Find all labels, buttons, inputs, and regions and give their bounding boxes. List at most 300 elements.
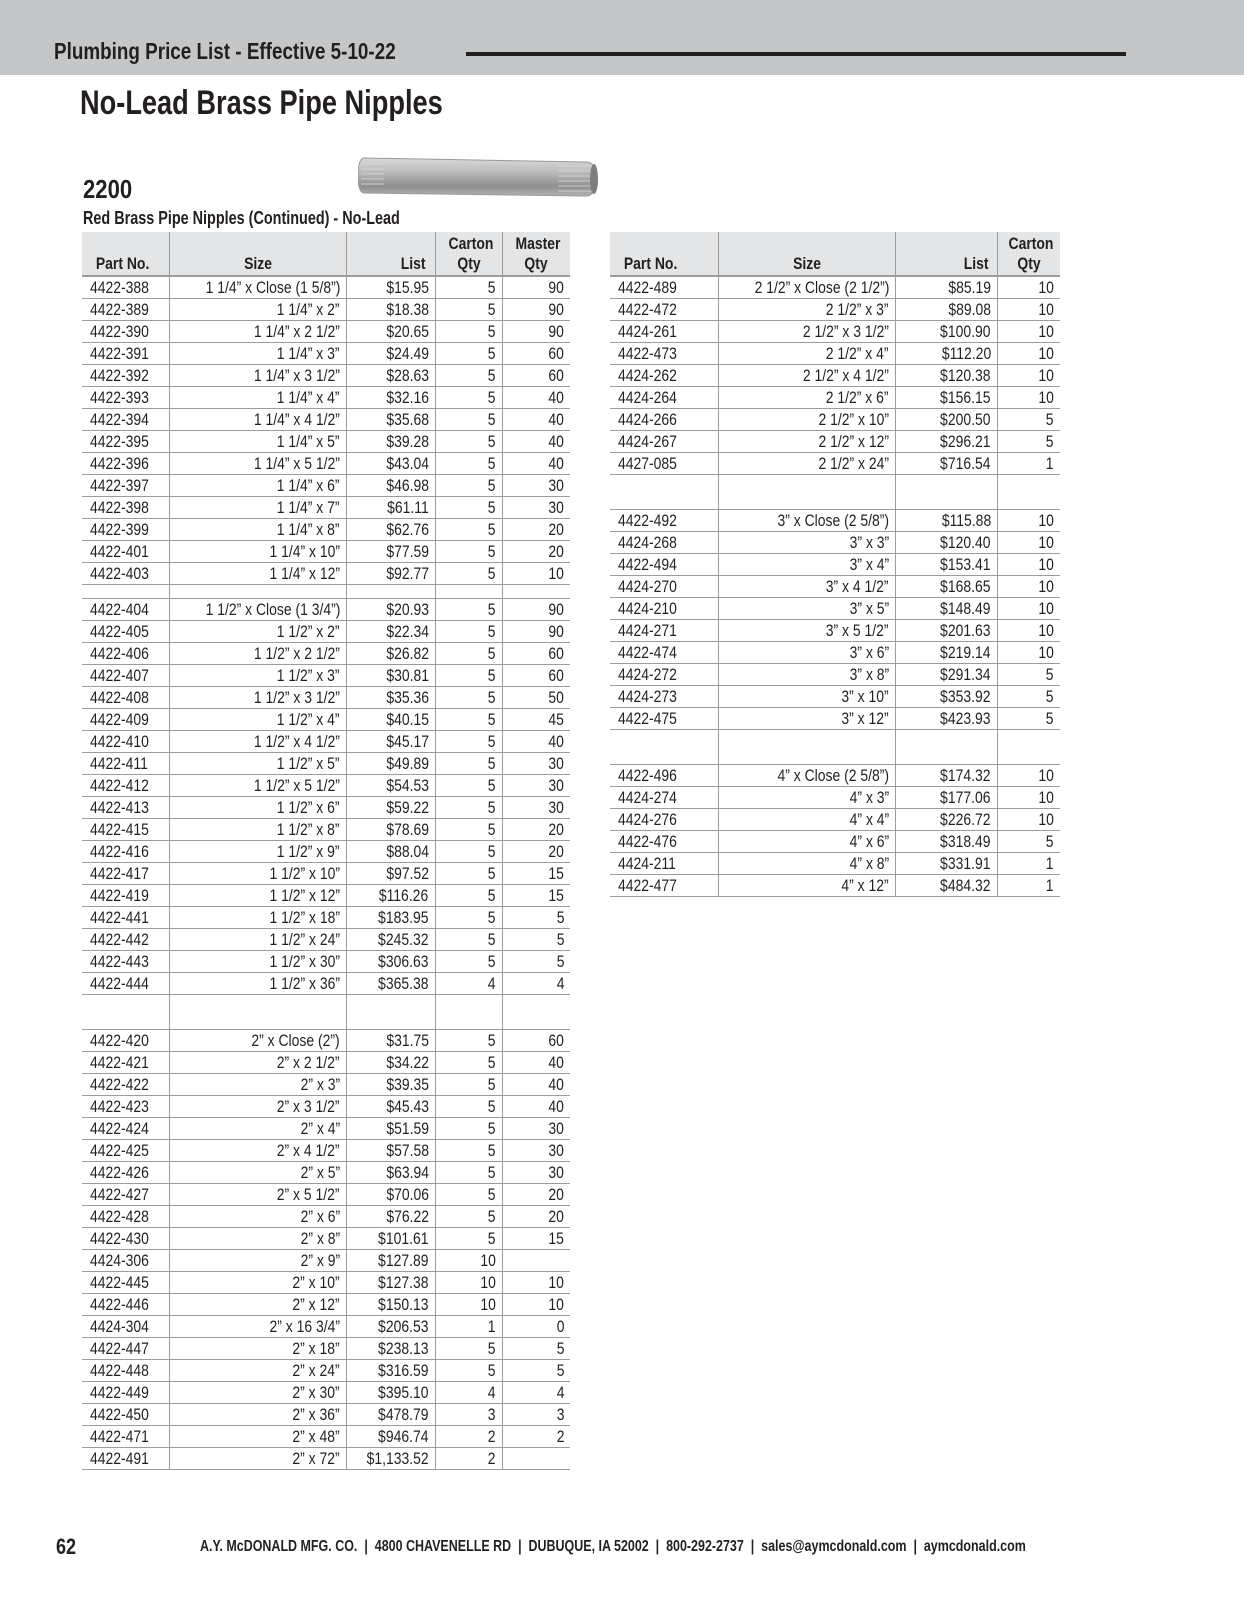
cell-size: 1 1/4” x 4”: [169, 387, 346, 409]
cell-size: 1 1/2” x 2”: [169, 621, 346, 643]
cell-list-price: $92.77: [346, 563, 435, 585]
cell-part-no: 4422-409: [82, 709, 169, 731]
cell-part-no: 4424-270: [610, 576, 718, 598]
table-row: [82, 1316, 570, 1338]
cell-part-no: 4422-489: [610, 276, 718, 299]
cell-list-price: $51.59: [346, 1118, 435, 1140]
spacer-cell: [435, 995, 502, 1030]
table-row: [610, 765, 1060, 787]
cell-size: 1 1/2” x 30”: [169, 951, 346, 973]
cell-list-price: $24.49: [346, 343, 435, 365]
cell-part-no: 4422-471: [82, 1426, 169, 1448]
cell-list-price: $148.49: [895, 598, 997, 620]
cell-carton-qty: 5: [435, 343, 502, 365]
table-row: [82, 1272, 570, 1294]
cell-part-no: 4422-413: [82, 797, 169, 819]
cell-size: 1 1/2” x Close (1 3/4”): [169, 599, 346, 621]
cell-part-no: 4422-421: [82, 1052, 169, 1074]
table-row: [82, 841, 570, 863]
cell-carton-qty: 2: [435, 1426, 502, 1448]
cell-carton-qty: 10: [997, 642, 1060, 664]
table-row: [82, 1052, 570, 1074]
cell-size: 2 1/2” x 3 1/2”: [718, 321, 895, 343]
cell-carton-qty: 5: [435, 541, 502, 563]
cell-size: 2” x 30”: [169, 1382, 346, 1404]
table-row: [610, 343, 1060, 365]
cell-master-qty: 60: [502, 343, 570, 365]
cell-list-price: $39.28: [346, 431, 435, 453]
table-row: [82, 1030, 570, 1052]
cell-list-price: $70.06: [346, 1184, 435, 1206]
cell-size: 1 1/2” x 24”: [169, 929, 346, 951]
cell-part-no: 4422-415: [82, 819, 169, 841]
cell-part-no: 4424-273: [610, 686, 718, 708]
cell-part-no: 4424-276: [610, 809, 718, 831]
cell-list-price: $291.34: [895, 664, 997, 686]
cell-part-no: 4424-210: [610, 598, 718, 620]
cell-part-no: 4422-473: [610, 343, 718, 365]
cell-carton-qty: 5: [435, 885, 502, 907]
table-row: [82, 797, 570, 819]
cell-part-no: 4422-427: [82, 1184, 169, 1206]
cell-list-price: $77.59: [346, 541, 435, 563]
cell-carton-qty: 5: [435, 475, 502, 497]
table-row: [610, 664, 1060, 686]
table-row: [82, 563, 570, 585]
table-row: [82, 907, 570, 929]
cell-list-price: $20.93: [346, 599, 435, 621]
cell-master-qty: 20: [502, 1206, 570, 1228]
table-row: [82, 599, 570, 621]
table-row: [610, 409, 1060, 431]
table-row: [82, 1250, 570, 1272]
cell-list-price: $478.79: [346, 1404, 435, 1426]
cell-part-no: 4422-417: [82, 863, 169, 885]
cell-part-no: 4422-422: [82, 1074, 169, 1096]
cell-master-qty: 50: [502, 687, 570, 709]
cell-carton-qty: 5: [997, 664, 1060, 686]
table-row: [82, 885, 570, 907]
cell-part-no: 4422-477: [610, 875, 718, 897]
cell-part-no: 4424-274: [610, 787, 718, 809]
series-description: Red Brass Pipe Nipples (Continued) - No-Lead: [83, 208, 400, 228]
cell-size: 2” x 9”: [169, 1250, 346, 1272]
cell-part-no: 4422-474: [610, 642, 718, 664]
cell-size: 1 1/2” x 10”: [169, 863, 346, 885]
cell-master-qty: 60: [502, 365, 570, 387]
cell-size: 2” x 3”: [169, 1074, 346, 1096]
cell-carton-qty: 2: [435, 1448, 502, 1470]
spacer-cell: [346, 585, 435, 599]
table-row: [82, 819, 570, 841]
cell-list-price: $15.95: [346, 276, 435, 299]
cell-carton-qty: 5: [435, 299, 502, 321]
cell-part-no: 4422-407: [82, 665, 169, 687]
cell-part-no: 4424-262: [610, 365, 718, 387]
cell-part-no: 4422-390: [82, 321, 169, 343]
cell-master-qty: 40: [502, 731, 570, 753]
spacer-cell: [346, 995, 435, 1030]
cell-master-qty: 40: [502, 409, 570, 431]
cell-list-price: $484.32: [895, 875, 997, 897]
cell-part-no: 4422-394: [82, 409, 169, 431]
table-row: [610, 853, 1060, 875]
cell-size: 1 1/2” x 5”: [169, 753, 346, 775]
cell-master-qty: 40: [502, 387, 570, 409]
cell-part-no: 4424-272: [610, 664, 718, 686]
cell-list-price: $32.16: [346, 387, 435, 409]
spacer-cell: [610, 475, 718, 510]
table-row: [82, 1206, 570, 1228]
spacer-cell: [997, 475, 1060, 510]
cell-part-no: 4424-267: [610, 431, 718, 453]
cell-carton-qty: 1: [435, 1316, 502, 1338]
table-row: [610, 875, 1060, 897]
cell-part-no: 4422-395: [82, 431, 169, 453]
cell-part-no: 4422-442: [82, 929, 169, 951]
cell-size: 2” x 4”: [169, 1118, 346, 1140]
cell-list-price: $153.41: [895, 554, 997, 576]
table-header-row: [82, 232, 570, 276]
cell-part-no: 4422-448: [82, 1360, 169, 1382]
cell-size: 2 1/2” x 4”: [718, 343, 895, 365]
group-spacer: [82, 995, 570, 1030]
cell-carton-qty: 5: [997, 431, 1060, 453]
cell-part-no: 4422-388: [82, 276, 169, 299]
cell-list-price: $39.35: [346, 1074, 435, 1096]
table-row: [82, 453, 570, 475]
cell-carton-qty: 5: [435, 841, 502, 863]
cell-size: 2” x 10”: [169, 1272, 346, 1294]
cell-carton-qty: 10: [997, 787, 1060, 809]
table-row: [82, 1162, 570, 1184]
cell-part-no: 4422-399: [82, 519, 169, 541]
table-row: [82, 1096, 570, 1118]
cell-part-no: 4422-404: [82, 599, 169, 621]
cell-list-price: $245.32: [346, 929, 435, 951]
cell-list-price: $174.32: [895, 765, 997, 787]
table-row: [82, 863, 570, 885]
cell-master-qty: 30: [502, 1118, 570, 1140]
price-list-title: Plumbing Price List - Effective 5-10-22: [54, 38, 396, 64]
cell-carton-qty: 10: [997, 365, 1060, 387]
col-header-size: Size: [718, 232, 895, 276]
cell-size: 1 1/2” x 8”: [169, 819, 346, 841]
cell-list-price: $45.17: [346, 731, 435, 753]
cell-master-qty: 90: [502, 276, 570, 299]
table-row: [610, 598, 1060, 620]
cell-list-price: $57.58: [346, 1140, 435, 1162]
cell-part-no: 4422-411: [82, 753, 169, 775]
cell-carton-qty: 5: [435, 709, 502, 731]
cell-list-price: $78.69: [346, 819, 435, 841]
cell-part-no: 4422-389: [82, 299, 169, 321]
cell-carton-qty: 5: [997, 686, 1060, 708]
cell-list-price: $101.61: [346, 1228, 435, 1250]
cell-size: 4” x 8”: [718, 853, 895, 875]
cell-list-price: $22.34: [346, 621, 435, 643]
cell-master-qty: 20: [502, 541, 570, 563]
cell-carton-qty: 10: [997, 598, 1060, 620]
cell-carton-qty: 5: [435, 929, 502, 951]
table-row: [82, 1426, 570, 1448]
cell-size: 1 1/4” x 5 1/2”: [169, 453, 346, 475]
cell-list-price: $34.22: [346, 1052, 435, 1074]
cell-part-no: 4422-419: [82, 885, 169, 907]
cell-carton-qty: 5: [997, 831, 1060, 853]
table-row: [82, 687, 570, 709]
table-row: [82, 497, 570, 519]
table-row: [82, 276, 570, 299]
cell-list-price: $76.22: [346, 1206, 435, 1228]
cell-master-qty: 40: [502, 453, 570, 475]
cell-size: 1 1/4” x 7”: [169, 497, 346, 519]
cell-master-qty: 20: [502, 841, 570, 863]
cell-size: 4” x 12”: [718, 875, 895, 897]
cell-size: 1 1/4” x 2”: [169, 299, 346, 321]
cell-list-price: $238.13: [346, 1338, 435, 1360]
cell-master-qty: 30: [502, 1140, 570, 1162]
cell-list-price: $150.13: [346, 1294, 435, 1316]
col-header-size: Size: [169, 232, 346, 276]
cell-list-price: $46.98: [346, 475, 435, 497]
cell-size: 2” x 12”: [169, 1294, 346, 1316]
cell-size: 3” x 4”: [718, 554, 895, 576]
cell-master-qty: 15: [502, 863, 570, 885]
cell-carton-qty: 5: [435, 409, 502, 431]
cell-master-qty: 5: [502, 907, 570, 929]
cell-part-no: 4427-085: [610, 453, 718, 475]
cell-carton-qty: 5: [435, 1052, 502, 1074]
cell-size: 2 1/2” x 6”: [718, 387, 895, 409]
cell-carton-qty: 1: [997, 875, 1060, 897]
table-row: [610, 642, 1060, 664]
cell-list-price: $120.40: [895, 532, 997, 554]
cell-size: 2” x 24”: [169, 1360, 346, 1382]
spacer-cell: [610, 730, 718, 765]
cell-list-price: $127.38: [346, 1272, 435, 1294]
cell-part-no: 4422-420: [82, 1030, 169, 1052]
cell-list-price: $100.90: [895, 321, 997, 343]
cell-part-no: 4422-426: [82, 1162, 169, 1184]
cell-part-no: 4422-472: [610, 299, 718, 321]
cell-list-price: $35.68: [346, 409, 435, 431]
cell-list-price: $28.63: [346, 365, 435, 387]
cell-part-no: 4422-428: [82, 1206, 169, 1228]
cell-carton-qty: 10: [997, 620, 1060, 642]
cell-size: 3” x 12”: [718, 708, 895, 730]
cell-part-no: 4422-425: [82, 1140, 169, 1162]
table-row: [610, 831, 1060, 853]
cell-size: 3” x 10”: [718, 686, 895, 708]
cell-part-no: 4422-423: [82, 1096, 169, 1118]
cell-carton-qty: 10: [997, 510, 1060, 532]
cell-size: 2” x 36”: [169, 1404, 346, 1426]
cell-carton-qty: 5: [435, 643, 502, 665]
cell-carton-qty: 1: [997, 453, 1060, 475]
cell-size: 2 1/2” x 10”: [718, 409, 895, 431]
cell-size: 1 1/4” x 6”: [169, 475, 346, 497]
cell-part-no: 4422-476: [610, 831, 718, 853]
table-row: [82, 1404, 570, 1426]
table-row: [82, 775, 570, 797]
table-row: [82, 665, 570, 687]
cell-size: 3” x 8”: [718, 664, 895, 686]
cell-master-qty: 30: [502, 797, 570, 819]
cell-size: 1 1/4” x 4 1/2”: [169, 409, 346, 431]
cell-master-qty: 4: [502, 1382, 570, 1404]
cell-carton-qty: 5: [435, 453, 502, 475]
cell-list-price: $97.52: [346, 863, 435, 885]
col-header-carton-qty: Carton Qty: [997, 232, 1060, 276]
cell-master-qty: 5: [502, 1360, 570, 1382]
cell-carton-qty: 1: [997, 853, 1060, 875]
cell-size: 1 1/2” x 3 1/2”: [169, 687, 346, 709]
table-row: [82, 951, 570, 973]
col-header-list: List: [346, 232, 435, 276]
cell-part-no: 4422-475: [610, 708, 718, 730]
footer-company-info: A.Y. McDONALD MFG. CO. | 4800 CHAVENELLE RD | DUBUQUE, IA 52002 | 800-292-2737 | sales@aymcdonald.com | aymcdonald.com: [200, 1538, 1026, 1555]
table-row: [610, 321, 1060, 343]
cell-carton-qty: 5: [435, 276, 502, 299]
table-row: [82, 731, 570, 753]
cell-list-price: $331.91: [895, 853, 997, 875]
cell-carton-qty: 10: [997, 809, 1060, 831]
table-row: [610, 787, 1060, 809]
cell-master-qty: 5: [502, 1338, 570, 1360]
cell-list-price: $219.14: [895, 642, 997, 664]
cell-size: 4” x 4”: [718, 809, 895, 831]
cell-list-price: $177.06: [895, 787, 997, 809]
cell-part-no: 4422-392: [82, 365, 169, 387]
cell-part-no: 4422-447: [82, 1338, 169, 1360]
cell-part-no: 4422-406: [82, 643, 169, 665]
cell-size: 2” x 5”: [169, 1162, 346, 1184]
spacer-cell: [502, 585, 570, 599]
cell-master-qty: 15: [502, 1228, 570, 1250]
cell-size: 1 1/4” x 3 1/2”: [169, 365, 346, 387]
cell-size: 4” x 6”: [718, 831, 895, 853]
cell-master-qty: 60: [502, 643, 570, 665]
cell-list-price: $423.93: [895, 708, 997, 730]
cell-carton-qty: 5: [435, 1228, 502, 1250]
cell-list-price: $116.26: [346, 885, 435, 907]
cell-size: 3” x 5”: [718, 598, 895, 620]
cell-carton-qty: 5: [435, 863, 502, 885]
cell-list-price: $30.81: [346, 665, 435, 687]
cell-carton-qty: 5: [435, 599, 502, 621]
cell-carton-qty: 5: [435, 387, 502, 409]
cell-carton-qty: 10: [997, 387, 1060, 409]
cell-carton-qty: 5: [435, 1030, 502, 1052]
table-row: [610, 554, 1060, 576]
spacer-cell: [82, 585, 169, 599]
cell-part-no: 4422-401: [82, 541, 169, 563]
cell-list-price: $45.43: [346, 1096, 435, 1118]
cell-master-qty: 2: [502, 1426, 570, 1448]
cell-list-price: $31.75: [346, 1030, 435, 1052]
cell-master-qty: 90: [502, 621, 570, 643]
cell-master-qty: 90: [502, 299, 570, 321]
cell-master-qty: 3: [502, 1404, 570, 1426]
table-row: [82, 519, 570, 541]
table-row: [610, 299, 1060, 321]
cell-list-price: $85.19: [895, 276, 997, 299]
table-row: [610, 686, 1060, 708]
table-row: [82, 475, 570, 497]
cell-carton-qty: 5: [435, 1184, 502, 1206]
table-row: [82, 1294, 570, 1316]
cell-list-price: $168.65: [895, 576, 997, 598]
cell-part-no: 4422-398: [82, 497, 169, 519]
cell-list-price: $946.74: [346, 1426, 435, 1448]
cell-part-no: 4422-441: [82, 907, 169, 929]
cell-size: 1 1/4” x 3”: [169, 343, 346, 365]
cell-list-price: $18.38: [346, 299, 435, 321]
cell-size: 1 1/2” x 9”: [169, 841, 346, 863]
cell-list-price: $316.59: [346, 1360, 435, 1382]
cell-master-qty: 30: [502, 497, 570, 519]
cell-list-price: $26.82: [346, 643, 435, 665]
cell-carton-qty: 5: [435, 665, 502, 687]
cell-list-price: $127.89: [346, 1250, 435, 1272]
cell-master-qty: 90: [502, 321, 570, 343]
col-header-carton-qty: Carton Qty: [435, 232, 502, 276]
cell-size: 1 1/2” x 12”: [169, 885, 346, 907]
cell-master-qty: 15: [502, 885, 570, 907]
cell-size: 4” x 3”: [718, 787, 895, 809]
cell-size: 3” x 6”: [718, 642, 895, 664]
cell-master-qty: 10: [502, 563, 570, 585]
cell-list-price: $206.53: [346, 1316, 435, 1338]
cell-master-qty: [502, 1448, 570, 1470]
cell-list-price: $156.15: [895, 387, 997, 409]
cell-size: 1 1/4” x 5”: [169, 431, 346, 453]
cell-part-no: 4422-492: [610, 510, 718, 532]
cell-list-price: $306.63: [346, 951, 435, 973]
cell-size: 2 1/2” x 4 1/2”: [718, 365, 895, 387]
table-row: [82, 299, 570, 321]
cell-size: 2 1/2” x 12”: [718, 431, 895, 453]
table-row: [82, 321, 570, 343]
cell-part-no: 4422-446: [82, 1294, 169, 1316]
cell-list-price: $226.72: [895, 809, 997, 831]
cell-part-no: 4422-397: [82, 475, 169, 497]
col-header-part-no: Part No.: [82, 232, 169, 276]
table-row: [82, 541, 570, 563]
cell-list-price: $201.63: [895, 620, 997, 642]
cell-size: 3” x Close (2 5/8”): [718, 510, 895, 532]
table-row: [610, 510, 1060, 532]
cell-master-qty: 90: [502, 599, 570, 621]
cell-carton-qty: 10: [435, 1294, 502, 1316]
cell-size: 2” x 4 1/2”: [169, 1140, 346, 1162]
cell-size: 2 1/2” x 24”: [718, 453, 895, 475]
table-row: [610, 809, 1060, 831]
cell-list-price: $296.21: [895, 431, 997, 453]
cell-size: 1 1/4” x Close (1 5/8”): [169, 276, 346, 299]
spacer-cell: [895, 730, 997, 765]
table-row: [82, 431, 570, 453]
cell-part-no: 4424-264: [610, 387, 718, 409]
cell-list-price: $112.20: [895, 343, 997, 365]
col-header-part-no: Part No.: [610, 232, 718, 276]
cell-carton-qty: 10: [435, 1272, 502, 1294]
page-title: No-Lead Brass Pipe Nipples: [80, 84, 443, 122]
cell-list-price: $716.54: [895, 453, 997, 475]
table-row: [82, 1382, 570, 1404]
cell-part-no: 4424-268: [610, 532, 718, 554]
